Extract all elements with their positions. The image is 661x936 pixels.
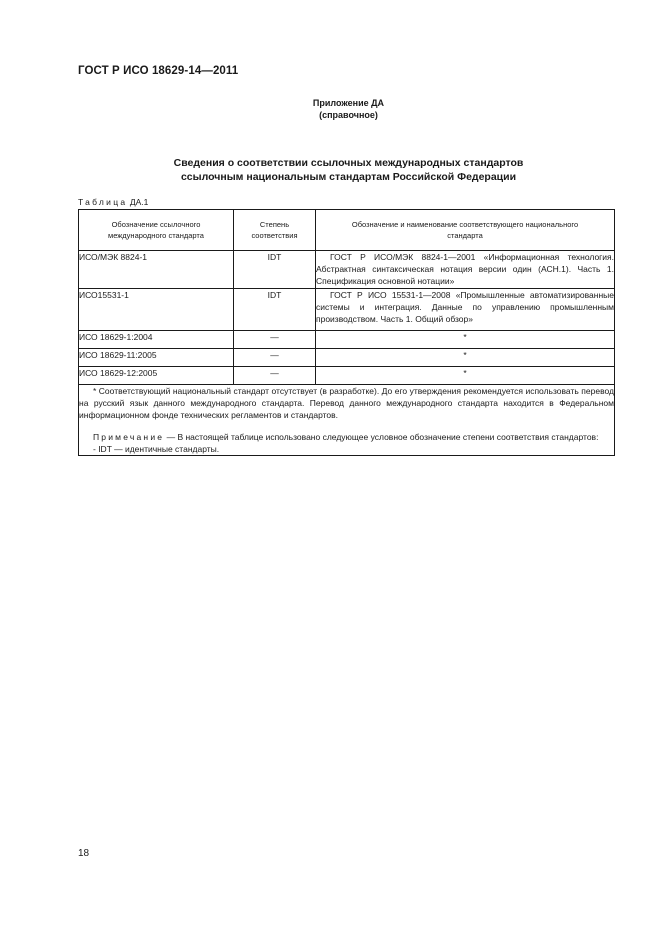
annex-type: (справочное): [319, 110, 378, 120]
table-caption: [78, 197, 148, 207]
table-note: [79, 431, 614, 443]
table-caption-word: Таблица: [78, 197, 128, 207]
table-row: [79, 251, 615, 289]
table-notes: [79, 385, 615, 456]
cell-designation: ИСО/МЭК 8824-1: [79, 251, 234, 289]
cell-degree: IDT: [234, 289, 316, 331]
cell-designation: ИСО 18629-12:2005: [79, 367, 234, 385]
column-header-degree: [234, 210, 316, 251]
column-header-national: [316, 210, 615, 251]
cell-national-text: ГОСТ Р ИСО/МЭК 8824-1—2001 «Информационная технология. Абстрактная синтаксическая нотация версии один (АСН.1). Часть 1. Спецификация основной нотации»: [316, 252, 614, 286]
cell-degree: —: [234, 367, 316, 385]
table-row: [79, 289, 615, 331]
table-row: [79, 331, 615, 349]
annex-label: Приложение ДА: [312, 98, 385, 108]
note-text: — В настоящей таблице использовано следующее условное обозначение степени соответствия стандартов:: [166, 432, 599, 442]
note-item: - IDT — идентичные стандарты.: [93, 444, 220, 454]
column-header-line: Степень: [259, 220, 290, 229]
table-notes-row: [79, 385, 615, 456]
cell-degree: IDT: [234, 251, 316, 289]
table-footnote: * Соответствующий национальный стандарт отсутствует (в разработке). До его утверждения рекомендуется использовать перевод на русский язык данного международного стандарта. Перевод данного международного стандарта находится в Федеральном информационном фонде технических регламентов и стандартов.: [79, 386, 614, 420]
column-header-designation: [79, 210, 234, 251]
cell-designation: ИСО 18629-1:2004: [79, 331, 234, 349]
cell-designation: ИСО15531-1: [79, 289, 234, 331]
cell-national: *: [316, 331, 615, 349]
cell-national: *: [316, 367, 615, 385]
document-code: ГОСТ Р ИСО 18629-14—2011: [78, 65, 239, 77]
column-header-line: стандарта: [447, 231, 483, 240]
annex-title: [0, 97, 661, 121]
note-spacer: [79, 421, 614, 431]
table-row: [79, 367, 615, 385]
note-label: Примечание: [93, 432, 165, 442]
cell-degree: —: [234, 331, 316, 349]
table-header-row: [79, 210, 615, 251]
table-row: [79, 349, 615, 367]
column-header-line: Обозначение ссылочного: [111, 220, 201, 229]
cell-national: *: [316, 349, 615, 367]
cell-designation: ИСО 18629-11:2005: [79, 349, 234, 367]
cell-national: [316, 289, 615, 331]
heading-line-1: Сведения о соответствии ссылочных международных стандартов: [173, 157, 524, 169]
heading-line-2: ссылочным национальным стандартам Российской Федерации: [180, 171, 517, 183]
column-header-line: Обозначение и наименование соответствующего национального: [351, 220, 579, 229]
page-number: 18: [78, 848, 90, 859]
cell-national-text: ГОСТ Р ИСО 15531-1—2008 «Промышленные автоматизированные системы и интеграция. Данные по управлению промышленным производством. Часть 1. Общий обзор»: [316, 290, 614, 324]
column-header-line: международного стандарта: [108, 231, 204, 240]
column-header-line: соответствия: [251, 231, 298, 240]
section-heading: [0, 156, 661, 184]
cell-national: [316, 251, 615, 289]
cell-degree: —: [234, 349, 316, 367]
table-caption-number: ДА.1: [129, 197, 149, 207]
standards-table: [78, 209, 615, 456]
